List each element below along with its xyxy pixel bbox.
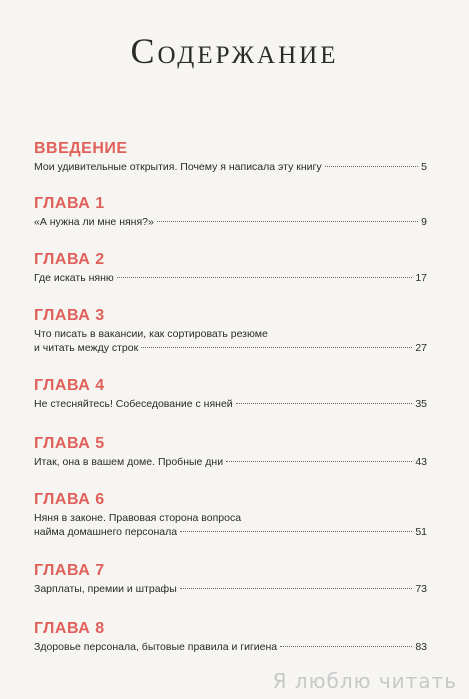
- toc-entry-chapter-2: [34, 251, 427, 285]
- entry-line-first: [34, 327, 427, 341]
- entry-line: [34, 640, 427, 654]
- entry-line: [34, 455, 427, 469]
- entry-line: [34, 341, 427, 355]
- entry-title: Зарплаты, премии и штрафы: [34, 583, 177, 595]
- entry-heading: ГЛАВА 8: [34, 620, 105, 637]
- entry-line: [34, 397, 427, 411]
- toc-entry-intro: [34, 140, 427, 174]
- page-number: 73: [415, 583, 427, 595]
- dot-leader: [280, 646, 412, 647]
- dot-leader: [141, 347, 412, 348]
- entry-heading: ГЛАВА 2: [34, 251, 105, 268]
- entry-title: Где искать няню: [34, 272, 114, 284]
- entry-title: Что писать в вакансии, как сортировать резюме: [34, 328, 268, 340]
- watermark: Я люблю читать: [272, 669, 457, 693]
- dot-leader: [117, 277, 413, 278]
- toc-entry-chapter-8: [34, 620, 427, 654]
- toc-entry-chapter-3: [34, 307, 427, 355]
- dot-leader: [180, 531, 412, 532]
- entry-heading: ГЛАВА 4: [34, 377, 105, 394]
- toc-entry-chapter-5: [34, 435, 427, 469]
- entry-heading: ГЛАВА 1: [34, 195, 105, 212]
- page-number: 51: [415, 526, 427, 538]
- entry-line: [34, 525, 427, 539]
- entry-line: [34, 215, 427, 229]
- entry-title: Няня в законе. Правовая сторона вопроса: [34, 512, 242, 524]
- dot-leader: [157, 221, 418, 222]
- page-title: Содержание: [130, 31, 339, 71]
- entry-title-cont: найма домашнего персонала: [34, 526, 178, 538]
- entry-title: Итак, она в вашем доме. Пробные дни: [34, 456, 224, 468]
- entry-title-cont: и читать между строк: [34, 342, 139, 354]
- dot-leader: [226, 461, 412, 462]
- entry-title: Здоровье персонала, бытовые правила и гигиена: [34, 641, 278, 653]
- toc-entry-chapter-7: [34, 562, 427, 596]
- page-number: 5: [421, 161, 427, 173]
- entry-line: [34, 582, 427, 596]
- entry-line: [34, 160, 427, 174]
- entry-line: [34, 271, 427, 285]
- entry-heading: ВВЕДЕНИЕ: [34, 140, 128, 157]
- dot-leader: [180, 588, 413, 589]
- page-number: 43: [415, 456, 427, 468]
- entry-heading: ГЛАВА 7: [34, 562, 105, 579]
- entry-title: Мои удивительные открытия. Почему я написала эту книгу: [34, 161, 322, 173]
- entry-heading: ГЛАВА 3: [34, 307, 105, 324]
- entry-heading: ГЛАВА 5: [34, 435, 105, 452]
- dot-leader: [236, 403, 413, 404]
- entry-title: «А нужна ли мне няня?»: [34, 216, 154, 228]
- page-number: 17: [415, 272, 427, 284]
- page-number: 27: [415, 342, 427, 354]
- dot-leader: [325, 166, 419, 167]
- entry-title: Не стесняйтесь! Собеседование с няней: [34, 398, 233, 410]
- page-number: 9: [421, 216, 427, 228]
- entry-line-first: [34, 511, 427, 525]
- entry-heading: ГЛАВА 6: [34, 491, 105, 508]
- toc-entry-chapter-6: [34, 491, 427, 539]
- toc-entry-chapter-1: [34, 195, 427, 229]
- page-number: 35: [415, 398, 427, 410]
- toc-entry-chapter-4: [34, 377, 427, 411]
- page-number: 83: [415, 641, 427, 653]
